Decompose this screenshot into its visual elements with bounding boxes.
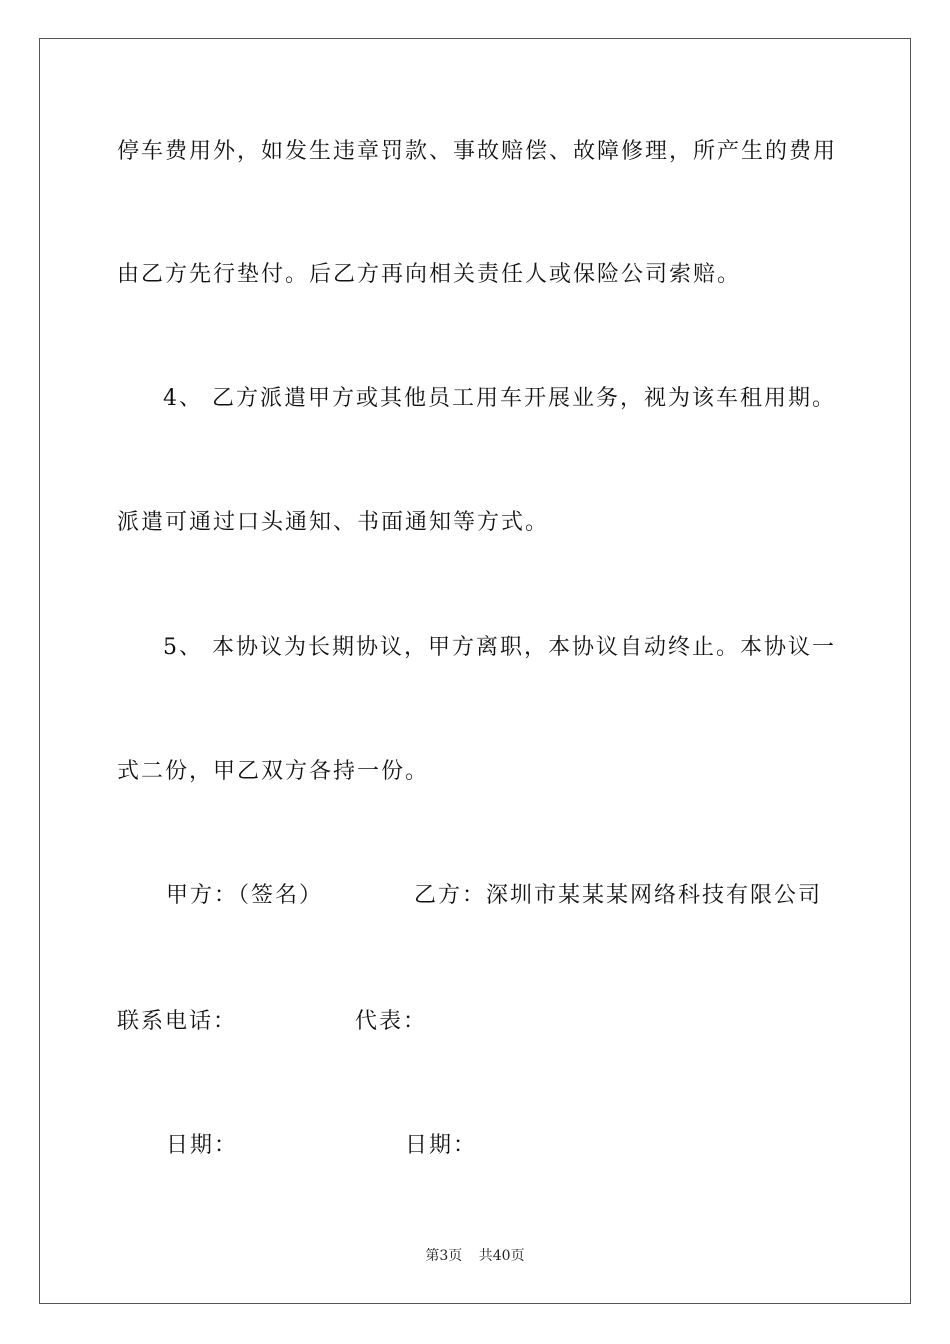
clause-5-line-2: 式二份，甲乙双方各持一份。 (117, 759, 430, 784)
party-b-company-label: 乙方：深圳市某某某网络科技有限公司 (414, 883, 823, 908)
representative-label: 代表： (355, 1009, 428, 1034)
page-frame (39, 38, 911, 1304)
page-total: 共40页 (478, 1248, 525, 1264)
party-a-signature-label: 甲方：（签名） (166, 883, 324, 908)
party-b-date-label: 日期： (405, 1133, 478, 1158)
body-line-2: 由乙方先行垫付。后乙方再向相关责任人或保险公司索赔。 (117, 262, 742, 287)
clause-4-line-2: 派遣可通过口头通知、书面通知等方式。 (117, 510, 550, 535)
clause-5-line-1: 5、 本协议为长期协议，甲方离职，本协议自动终止。本协议一 (163, 635, 836, 660)
page-number: 第3页 (425, 1248, 463, 1264)
page-footer (0, 1247, 950, 1265)
clause-4-line-1: 4、 乙方派遣甲方或其他员工用车开展业务，视为该车租用期。 (163, 386, 836, 411)
contact-phone-label: 联系电话： (117, 1009, 238, 1034)
body-line-1: 停车费用外，如发生违章罚款、事故赔偿、故障修理，所产生的费用 (117, 139, 838, 164)
party-a-date-label: 日期： (166, 1133, 239, 1158)
